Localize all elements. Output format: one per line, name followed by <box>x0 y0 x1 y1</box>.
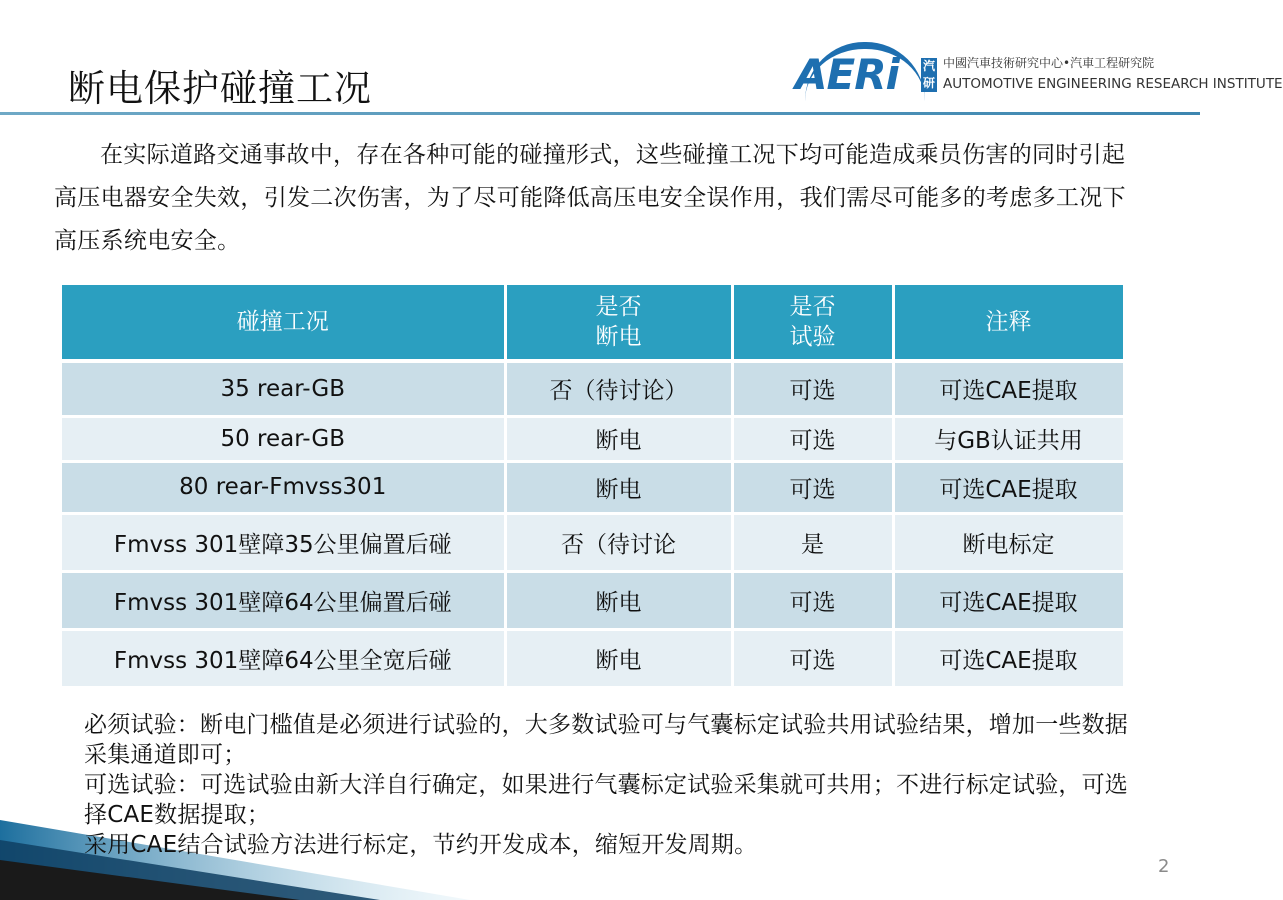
cell-condition: 80 rear-Fmvss301 <box>62 461 505 513</box>
cell-note: 断电标定 <box>893 513 1124 571</box>
logo-seal-text: 汽研 <box>922 59 935 90</box>
header-test-line2: 试验 <box>789 324 836 350</box>
cell-condition: Fmvss 301壁障64公里全宽后碰 <box>62 629 505 687</box>
header-note-line1: 注释 <box>985 309 1032 335</box>
table-row <box>62 361 1124 416</box>
table-row <box>62 416 1124 461</box>
cell-test: 可选 <box>732 571 893 629</box>
logo-english-name: AUTOMOTIVE ENGINEERING RESEARCH INSTITUTE <box>943 76 1283 92</box>
intro-paragraph: 在实际道路交通事故中，存在各种可能的碰撞形式，这些碰撞工况下均可能造成乘员伤害的同时引起高压电器安全失效，引发二次伤害，为了尽可能降低高压电安全误作用，我们需尽可能多的考虑多工况下高压系统电安全。 <box>54 142 1126 254</box>
slide-title: 断电保护碰撞工况 <box>68 67 372 110</box>
header-condition <box>62 285 505 361</box>
table-row <box>62 629 1124 687</box>
header-note <box>893 285 1124 361</box>
header-power-off <box>505 285 732 361</box>
note-cae: 采用CAE结合试验方法进行标定，节约开发成本，缩短开发周期。 <box>84 832 758 858</box>
crash-conditions-table <box>62 285 1126 689</box>
header-power-off-line1: 是否 <box>595 294 642 320</box>
cell-test: 是 <box>732 513 893 571</box>
cell-power-off: 否（待讨论） <box>505 361 732 416</box>
cell-condition: Fmvss 301壁障35公里偏置后碰 <box>62 513 505 571</box>
cell-note: 可选CAE提取 <box>893 361 1124 416</box>
cell-power-off: 断电 <box>505 629 732 687</box>
cell-condition: 35 rear-GB <box>62 361 505 416</box>
header-condition-line1: 碰撞工况 <box>236 309 329 335</box>
cell-power-off: 断电 <box>505 461 732 513</box>
header-test-line1: 是否 <box>789 294 836 320</box>
cell-note: 可选CAE提取 <box>893 629 1124 687</box>
cell-power-off: 断电 <box>505 571 732 629</box>
title-divider <box>0 112 1200 115</box>
table-row <box>62 513 1124 571</box>
note-mandatory: 必须试验：断电门槛值是必须进行试验的，大多数试验可与气囊标定试验共用试验结果，增加一些数据采集通道即可； <box>84 712 1128 768</box>
cell-power-off: 否（待讨论 <box>505 513 732 571</box>
cell-test: 可选 <box>732 461 893 513</box>
cell-condition: 50 rear-GB <box>62 416 505 461</box>
cell-test: 可选 <box>732 629 893 687</box>
company-logo <box>795 40 1283 100</box>
header-test <box>732 285 893 361</box>
logo-chinese-name: 中國汽車技術研究中心•汽車工程研究院 <box>943 56 1155 70</box>
note-optional: 可选试验：可选试验由新大洋自行确定，如果进行气囊标定试验采集就可共用；不进行标定试验，可选择CAE数据提取； <box>84 772 1128 828</box>
logo-seal <box>921 58 937 92</box>
cell-note: 可选CAE提取 <box>893 571 1124 629</box>
cell-note: 可选CAE提取 <box>893 461 1124 513</box>
table-header-row <box>62 285 1124 361</box>
cell-test: 可选 <box>732 361 893 416</box>
logo-mark: AERi <box>795 50 899 99</box>
table-row <box>62 461 1124 513</box>
header-power-off-line2: 断电 <box>595 324 642 350</box>
cell-condition: Fmvss 301壁障64公里偏置后碰 <box>62 571 505 629</box>
cell-power-off: 断电 <box>505 416 732 461</box>
cell-note: 与GB认证共用 <box>893 416 1124 461</box>
cell-test: 可选 <box>732 416 893 461</box>
table-row <box>62 571 1124 629</box>
notes-block <box>84 710 1134 860</box>
page-number: 2 <box>1158 856 1170 877</box>
